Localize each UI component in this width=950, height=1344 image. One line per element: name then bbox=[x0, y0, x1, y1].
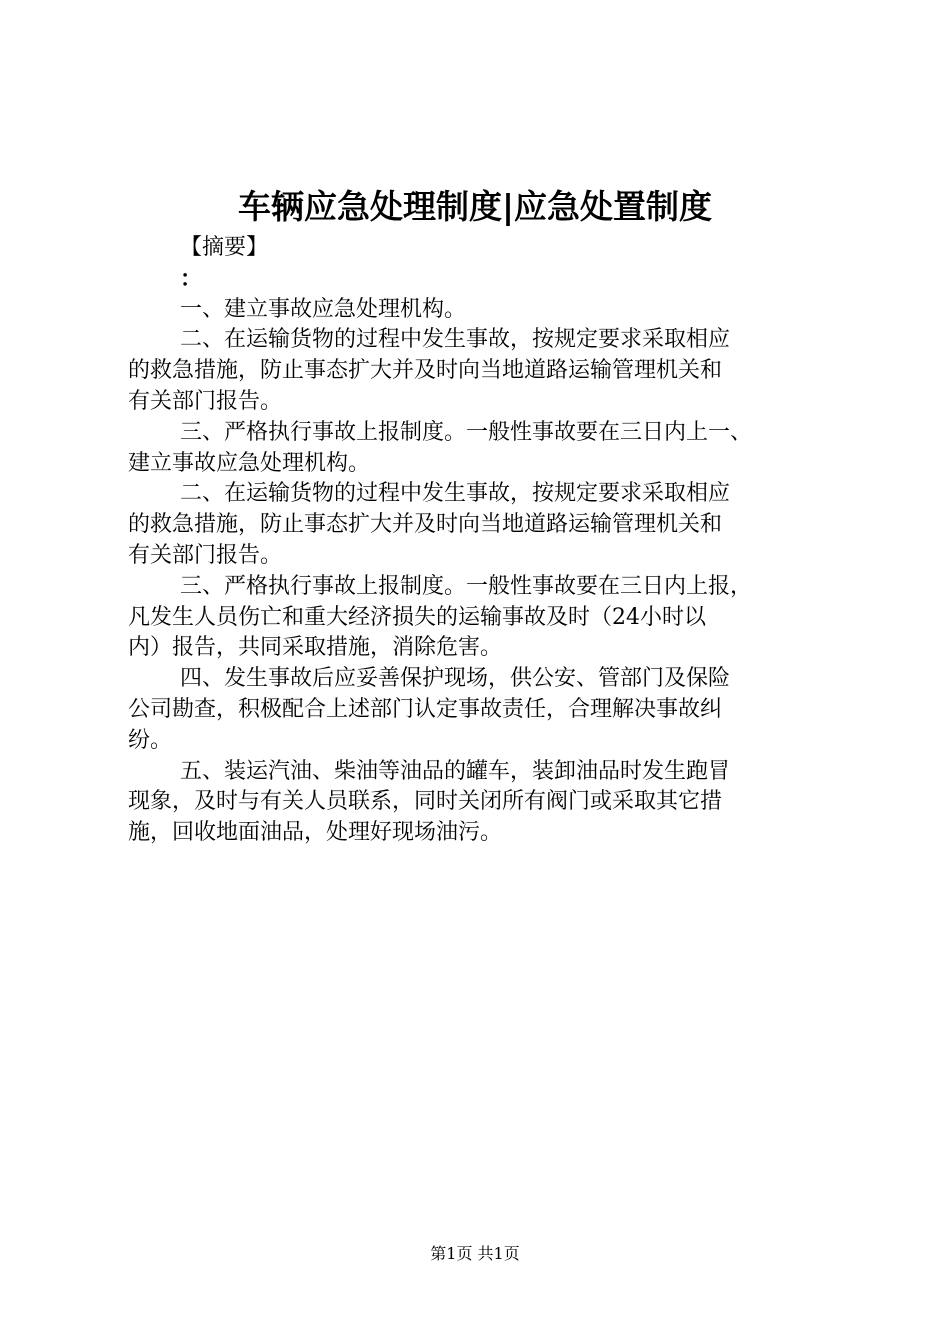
paragraph-line: 凡发生人员伤亡和重大经济损失的运输事故及时（24小时以 bbox=[128, 604, 706, 630]
abstract-label: 【摘要】 bbox=[180, 235, 269, 260]
document-body bbox=[128, 233, 828, 849]
page-footer: 第1页 共1页 bbox=[430, 1244, 520, 1263]
paragraph-line: 的救急措施，防止事态扩大并及时向当地道路运输管理机关和 bbox=[128, 512, 723, 538]
paragraph-line: 公司勘查，积极配合上述部门认定事故责任，合理解决事故纠 bbox=[128, 696, 723, 722]
paragraph-line: 现象，及时与有关人员联系，同时关闭所有阀门或采取其它措 bbox=[128, 789, 723, 815]
paragraph-line: 二、在运输货物的过程中发生事故，按规定要求采取相应 bbox=[180, 481, 731, 507]
paragraph-line: 施，回收地面油品，处理好现场油污。 bbox=[128, 820, 503, 846]
paragraph-line: 有关部门报告。 bbox=[128, 388, 283, 414]
paragraph-line: 的救急措施，防止事态扩大并及时向当地道路运输管理机关和 bbox=[128, 358, 723, 384]
paragraph-line: 内）报告，共同采取措施，消除危害。 bbox=[128, 635, 503, 661]
paragraph-line: 二、在运输货物的过程中发生事故，按规定要求采取相应 bbox=[180, 327, 731, 353]
paragraph-line: 五、装运汽油、柴油等油品的罐车，装卸油品时发生跑冒 bbox=[180, 758, 731, 784]
paragraph-line: 有关部门报告。 bbox=[128, 542, 283, 568]
abstract-colon: ： bbox=[180, 265, 203, 292]
paragraph-line: 三、严格执行事故上报制度。一般性事故要在三日内上一、 bbox=[180, 419, 753, 445]
paragraph-line: 纷。 bbox=[128, 727, 173, 753]
paragraph-line: 三、严格执行事故上报制度。一般性事故要在三日内上报， bbox=[180, 573, 753, 599]
paragraph-line: 一、建立事故应急处理机构。 bbox=[180, 296, 467, 322]
paragraph-line: 四、发生事故后应妥善保护现场，供公安、管部门及保险 bbox=[180, 666, 731, 692]
document-title: 车辆应急处理制度|应急处置制度 bbox=[237, 187, 713, 226]
paragraph-line: 建立事故应急处理机构。 bbox=[128, 450, 371, 476]
